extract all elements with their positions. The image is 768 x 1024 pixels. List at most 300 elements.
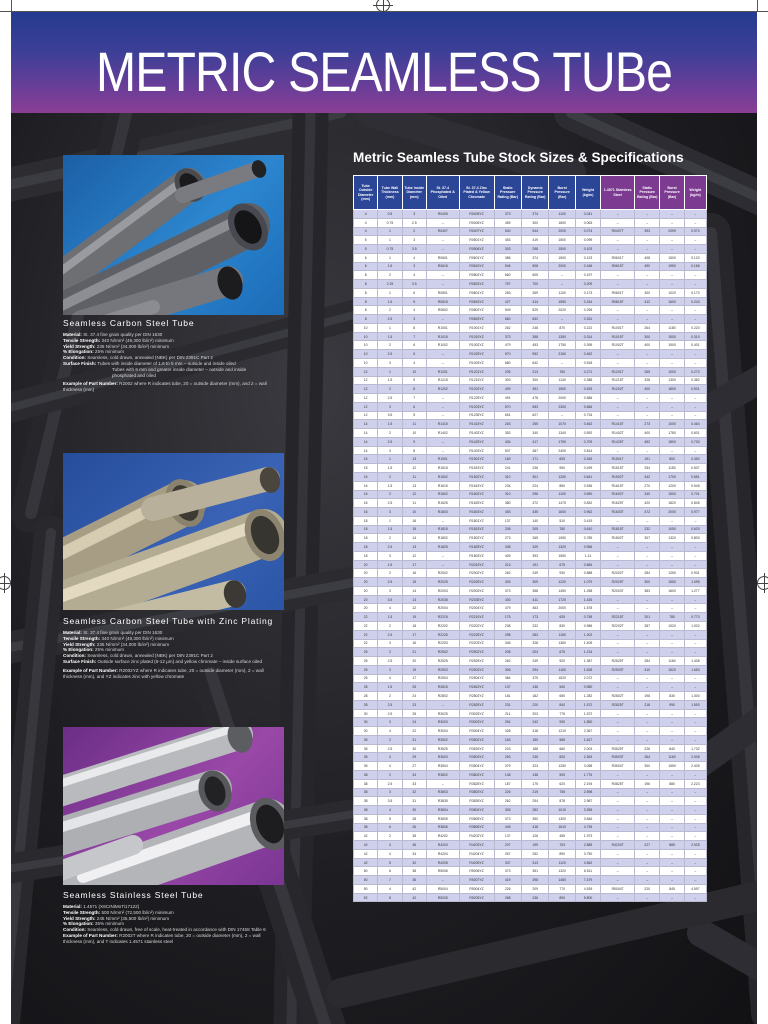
table-cell: 12 bbox=[402, 604, 426, 613]
table-cell: 7 bbox=[402, 394, 426, 403]
table-cell: – bbox=[426, 411, 459, 420]
table-cell: 31 bbox=[402, 735, 426, 744]
table-cell: R1202T bbox=[601, 385, 635, 394]
table-cell: 31 bbox=[402, 797, 426, 806]
table-cell: – bbox=[601, 771, 635, 780]
table-row bbox=[354, 446, 707, 455]
table-cell: R2015YZ bbox=[459, 560, 494, 569]
table-cell: R3003 bbox=[426, 718, 459, 727]
table-cell: 328 bbox=[635, 376, 660, 385]
table-cell: 1.5 bbox=[378, 297, 402, 306]
table-cell: 204 bbox=[521, 648, 548, 657]
table-cell: 2.194 bbox=[575, 779, 600, 788]
table-cell: 14 bbox=[354, 429, 378, 438]
table-cell: R1015YZ bbox=[459, 332, 494, 341]
table-cell: 374 bbox=[521, 253, 548, 262]
table-cell: – bbox=[684, 280, 706, 289]
table-cell: 226 bbox=[494, 884, 521, 893]
column-header: Weight (kg/m) bbox=[684, 176, 706, 210]
table-cell: 4.562 bbox=[575, 858, 600, 867]
table-row bbox=[354, 429, 707, 438]
table-cell: – bbox=[660, 604, 684, 613]
column-header: Burst Pressure (Bar) bbox=[549, 176, 575, 210]
table-cell: R4202 bbox=[426, 832, 459, 841]
table-cell: 2 bbox=[378, 621, 402, 630]
table-cell: 12 bbox=[354, 394, 378, 403]
table-cell: 3.750 bbox=[575, 849, 600, 858]
table-row bbox=[354, 613, 707, 622]
column-header: Static Pressure Rating (Bar) bbox=[494, 176, 521, 210]
table-cell: 16 bbox=[402, 639, 426, 648]
spec-line: Example of Part Number: R2002YZ where R indicates tube, 20 = outside diameter (mm), 2 = wall thickness (mm), and YZ indicates zinc with yellow chromate bbox=[63, 667, 264, 679]
table-cell: 209 bbox=[521, 884, 548, 893]
table-cell: R3803 bbox=[426, 788, 459, 797]
table-cell: – bbox=[601, 876, 635, 885]
table-cell: – bbox=[660, 727, 684, 736]
table-cell: – bbox=[684, 595, 706, 604]
table-cell: 660 bbox=[494, 271, 521, 280]
table-cell: 5 bbox=[402, 411, 426, 420]
table-cell: 1160 bbox=[660, 657, 684, 666]
table-cell: 8 bbox=[354, 297, 378, 306]
table-cell: 0.296 bbox=[575, 306, 600, 315]
table-row bbox=[354, 543, 707, 552]
table-row bbox=[354, 884, 707, 893]
table-cell: R0405YZ bbox=[459, 210, 494, 219]
table-cell: R2225 bbox=[426, 630, 459, 639]
table-cell: 6 bbox=[378, 823, 402, 832]
table-cell: – bbox=[660, 394, 684, 403]
table-cell: 3 bbox=[378, 551, 402, 560]
table-cell: 379 bbox=[521, 674, 548, 683]
table-cell: 3.5 bbox=[378, 595, 402, 604]
table-cell: – bbox=[426, 315, 459, 324]
table-cell: 36 bbox=[402, 876, 426, 885]
table-cell: – bbox=[601, 867, 635, 876]
table-cell: 13 bbox=[402, 455, 426, 464]
table-cell: 409 bbox=[494, 385, 521, 394]
table-cell: R5006YZ bbox=[459, 867, 494, 876]
table-cell: 38 bbox=[402, 832, 426, 841]
table-cell: R3805YZ bbox=[459, 814, 494, 823]
table-cell: R3835YZ bbox=[459, 797, 494, 806]
table-cell: 1160 bbox=[549, 665, 575, 674]
table-row bbox=[354, 893, 707, 902]
table-cell: 338 bbox=[494, 543, 521, 552]
table-cell: – bbox=[635, 394, 660, 403]
table-row bbox=[354, 841, 707, 850]
table-cell: R0615T bbox=[601, 262, 635, 271]
table-cell: R1515 bbox=[426, 464, 459, 473]
table-cell: 0.601 bbox=[684, 429, 706, 438]
table-cell: 10 bbox=[402, 508, 426, 517]
table-cell: 0.518 bbox=[575, 359, 600, 368]
table-cell: R3825YZ bbox=[459, 779, 494, 788]
table-cell: R1215T bbox=[601, 376, 635, 385]
table-cell: 0.666 bbox=[575, 402, 600, 411]
table-cell: R2525 bbox=[426, 657, 459, 666]
table-cell: 445 bbox=[494, 823, 521, 832]
table-row bbox=[354, 437, 707, 446]
table-cell: – bbox=[426, 779, 459, 788]
table-cell: R2002YZ bbox=[459, 569, 494, 578]
table-cell: R1803YZ bbox=[459, 551, 494, 560]
table-cell: – bbox=[660, 806, 684, 815]
table-cell: R3503 bbox=[426, 753, 459, 762]
table-cell: 2 bbox=[378, 490, 402, 499]
table-cell: 1.628 bbox=[575, 665, 600, 674]
table-cell: 313 bbox=[521, 858, 548, 867]
table-row bbox=[354, 516, 707, 525]
table-cell: 241 bbox=[494, 464, 521, 473]
table-cell: 20 bbox=[354, 569, 378, 578]
table-cell: 358 bbox=[521, 332, 548, 341]
table-cell: 1 bbox=[378, 367, 402, 376]
table-cell: 2000 bbox=[549, 262, 575, 271]
table-cell: 651 bbox=[494, 411, 521, 420]
table-cell: 42 bbox=[354, 849, 378, 858]
table-cell: – bbox=[660, 271, 684, 280]
table-cell: 1.973 bbox=[575, 832, 600, 841]
table-cell: 298 bbox=[521, 245, 548, 254]
table-cell: 540 bbox=[549, 683, 575, 692]
table-cell: 549 bbox=[494, 306, 521, 315]
table-cell: 1.5 bbox=[378, 613, 402, 622]
table-cell: 12 bbox=[402, 464, 426, 473]
table-cell: R3805 bbox=[426, 814, 459, 823]
table-cell: 400 bbox=[635, 341, 660, 350]
table-cell: 284 bbox=[635, 569, 660, 578]
table-row bbox=[354, 376, 707, 385]
table-cell: 0.832 bbox=[575, 499, 600, 508]
table-cell: R1825YZ bbox=[459, 543, 494, 552]
table-cell: – bbox=[684, 604, 706, 613]
table-cell: R1415 bbox=[426, 420, 459, 429]
table-cell: R4203 bbox=[426, 841, 459, 850]
table-cell: R3504 bbox=[426, 762, 459, 771]
table-cell: – bbox=[684, 639, 706, 648]
table-cell: 19 bbox=[402, 665, 426, 674]
table-row bbox=[354, 674, 707, 683]
table-row bbox=[354, 262, 707, 271]
table-cell: – bbox=[684, 727, 706, 736]
table-cell: 1.5 bbox=[378, 464, 402, 473]
table-cell: 703 bbox=[549, 841, 575, 850]
table-cell: R1602YZ bbox=[459, 490, 494, 499]
table-cell: 213 bbox=[494, 560, 521, 569]
table-cell: 300 bbox=[635, 288, 660, 297]
table-cell: 20 bbox=[354, 586, 378, 595]
product-title: Seamless Stainless Steel Tube bbox=[63, 890, 204, 900]
table-cell: 373 bbox=[494, 332, 521, 341]
table-cell: 270 bbox=[635, 481, 660, 490]
table-cell: – bbox=[635, 446, 660, 455]
table-cell: – bbox=[635, 402, 660, 411]
table-cell: – bbox=[635, 876, 660, 885]
table-cell: 2.987 bbox=[575, 797, 600, 806]
table-cell: R3004 bbox=[426, 727, 459, 736]
table-cell: 5 bbox=[354, 236, 378, 245]
table-row bbox=[354, 604, 707, 613]
table-cell: R1603YZ bbox=[459, 508, 494, 517]
table-cell: – bbox=[426, 271, 459, 280]
table-cell: R3504T bbox=[601, 762, 635, 771]
table-cell: – bbox=[660, 735, 684, 744]
table-cell: 770 bbox=[549, 884, 575, 893]
table-cell: 878 bbox=[549, 797, 575, 806]
table-cell: – bbox=[549, 411, 575, 420]
table-row bbox=[354, 271, 707, 280]
table-cell: 12 bbox=[354, 411, 378, 420]
table-cell: 1 bbox=[378, 323, 402, 332]
table-cell: 137 bbox=[494, 683, 521, 692]
table-cell: – bbox=[635, 858, 660, 867]
table-cell: R2025 bbox=[426, 578, 459, 587]
table-cell: 13 bbox=[402, 481, 426, 490]
table-cell: R2202 bbox=[426, 621, 459, 630]
table-cell: 148 bbox=[494, 771, 521, 780]
table-cell: 38 bbox=[354, 779, 378, 788]
table-cell: – bbox=[601, 814, 635, 823]
table-cell: – bbox=[601, 893, 635, 902]
table-cell: R3525YZ bbox=[459, 744, 494, 753]
table-cell: 755 bbox=[549, 788, 575, 797]
table-cell: R1625T bbox=[601, 499, 635, 508]
table-cell: R1802T bbox=[601, 534, 635, 543]
table-cell: – bbox=[684, 350, 706, 359]
table-cell: 13 bbox=[402, 543, 426, 552]
table-cell: – bbox=[635, 709, 660, 718]
table-cell: – bbox=[601, 446, 635, 455]
product-photo-zinc-plated bbox=[63, 453, 284, 610]
table-cell: 0.641 bbox=[575, 472, 600, 481]
table-cell: 6 bbox=[402, 288, 426, 297]
table-cell: 1.134 bbox=[575, 648, 600, 657]
table-cell: – bbox=[684, 630, 706, 639]
table-cell: 4.735 bbox=[575, 823, 600, 832]
table-cell: 10 bbox=[402, 367, 426, 376]
spec-line: Yield Strength: 235 N/mm² (34,000 lb/in²) minimum bbox=[63, 343, 170, 349]
table-cell: 1480 bbox=[549, 876, 575, 885]
table-cell: 0.166 bbox=[575, 262, 600, 271]
table-cell: 2.5 bbox=[378, 394, 402, 403]
table-cell: 238 bbox=[494, 621, 521, 630]
table-cell: 42 bbox=[354, 832, 378, 841]
table-cell: 780 bbox=[660, 613, 684, 622]
table-cell: 287 bbox=[635, 621, 660, 630]
table-cell: 300 bbox=[635, 762, 660, 771]
table-cell: R2503 bbox=[426, 665, 459, 674]
table-cell: R1515YZ bbox=[459, 464, 494, 473]
table-row bbox=[354, 657, 707, 666]
table-cell: – bbox=[684, 832, 706, 841]
table-cell: R4203YZ bbox=[459, 841, 494, 850]
table-cell: 188 bbox=[521, 744, 548, 753]
table-cell: 830 bbox=[660, 692, 684, 701]
table-row bbox=[354, 236, 707, 245]
table-cell: – bbox=[684, 446, 706, 455]
table-cell: R2215 bbox=[426, 613, 459, 622]
table-cell: 254 bbox=[494, 718, 521, 727]
table-cell: 3 bbox=[402, 210, 426, 219]
product-photo-carbon-steel bbox=[63, 155, 284, 315]
table-cell: 346 bbox=[494, 639, 521, 648]
table-cell: R5004T bbox=[601, 884, 635, 893]
table-cell: 2.5 bbox=[378, 657, 402, 666]
table-cell: 4 bbox=[378, 884, 402, 893]
table-cell: R0407YZ bbox=[459, 227, 494, 236]
table-cell: 0.734 bbox=[575, 411, 600, 420]
table-cell: – bbox=[684, 306, 706, 315]
table-cell: 0.592 bbox=[575, 429, 600, 438]
table-cell: – bbox=[635, 315, 660, 324]
table-cell: R1001T bbox=[601, 323, 635, 332]
table-cell: 0.173 bbox=[575, 288, 600, 297]
table-cell: R0815YZ bbox=[459, 297, 494, 306]
table-cell: 4 bbox=[378, 674, 402, 683]
table-cell: – bbox=[426, 394, 459, 403]
table-cell: 3 bbox=[402, 315, 426, 324]
column-header: Static Pressure Rating (Bar) bbox=[635, 176, 660, 210]
table-cell: R3025YZ bbox=[459, 709, 494, 718]
table-cell: 11 bbox=[402, 420, 426, 429]
table-cell: 284 bbox=[635, 657, 660, 666]
table-cell: 1.079 bbox=[575, 578, 600, 587]
table-row bbox=[354, 332, 707, 341]
table-cell: 505 bbox=[549, 771, 575, 780]
table-row bbox=[354, 245, 707, 254]
table-row bbox=[354, 402, 707, 411]
table-cell: 16 bbox=[354, 499, 378, 508]
table-cell: 1350 bbox=[549, 332, 575, 341]
column-header: St. 37.4 Zinc Plated & Yellow Chromate bbox=[459, 176, 494, 210]
table-cell: – bbox=[684, 849, 706, 858]
spec-line: Example of Part Number: R2002T where R indicates tube, 20 = outside diameter (mm), 2 = wall thickness (mm), and T indicates 1.4571 stainless steel bbox=[63, 932, 261, 944]
table-cell: 1500 bbox=[549, 236, 575, 245]
table-cell: 232 bbox=[521, 621, 548, 630]
table-cell: 0.75 bbox=[378, 218, 402, 227]
table-cell: 427 bbox=[494, 297, 521, 306]
table-cell: 1.282 bbox=[575, 692, 600, 701]
table-cell: 3 bbox=[378, 718, 402, 727]
table-cell: 1100 bbox=[549, 288, 575, 297]
table-cell: 373 bbox=[494, 210, 521, 219]
table-header-row bbox=[354, 176, 707, 210]
table-cell: R1415T bbox=[601, 420, 635, 429]
table-cell: 22 bbox=[354, 621, 378, 630]
table-row bbox=[354, 630, 707, 639]
table-cell: 930 bbox=[549, 569, 575, 578]
table-cell: R2503T bbox=[601, 665, 635, 674]
table-cell: 1500 bbox=[549, 253, 575, 262]
table-cell: 9 bbox=[402, 437, 426, 446]
table-cell: 36 bbox=[402, 841, 426, 850]
table-cell: R1015T bbox=[601, 332, 635, 341]
table-cell: R3804 bbox=[426, 806, 459, 815]
table-cell: 1750 bbox=[549, 341, 575, 350]
table-cell: 218 bbox=[635, 700, 660, 709]
table-cell: – bbox=[660, 359, 684, 368]
table-cell: R1201 bbox=[426, 367, 459, 376]
table-cell: 211 bbox=[494, 709, 521, 718]
table-cell: R1215YZ bbox=[459, 376, 494, 385]
table-cell: 0.462 bbox=[575, 350, 600, 359]
table-cell: R0801T bbox=[601, 288, 635, 297]
table-cell: 0.956 bbox=[575, 543, 600, 552]
table-cell: R1202YZ bbox=[459, 385, 494, 394]
column-header: Tube Wall Thickness (mm) bbox=[378, 176, 402, 210]
table-cell: 455 bbox=[549, 832, 575, 841]
table-cell: – bbox=[601, 823, 635, 832]
table-cell: – bbox=[635, 236, 660, 245]
table-cell: 340 bbox=[521, 429, 548, 438]
table-cell: R3835 bbox=[426, 797, 459, 806]
table-cell: – bbox=[601, 280, 635, 289]
table-cell: R0601 bbox=[426, 253, 459, 262]
table-cell: 14 bbox=[354, 446, 378, 455]
table-cell: – bbox=[684, 543, 706, 552]
table-cell: 18 bbox=[354, 543, 378, 552]
table-cell: 50 bbox=[354, 867, 378, 876]
title-banner bbox=[11, 12, 757, 113]
table-cell: R2815YZ bbox=[459, 683, 494, 692]
table-cell: 529 bbox=[521, 306, 548, 315]
table-cell: 8 bbox=[354, 306, 378, 315]
table-cell: 30 bbox=[402, 744, 426, 753]
table-cell: 136 bbox=[521, 683, 548, 692]
table-cell: R1402 bbox=[426, 429, 459, 438]
table-cell: – bbox=[660, 236, 684, 245]
table-cell: 373 bbox=[494, 867, 521, 876]
table-row bbox=[354, 288, 707, 297]
table-cell: 1250 bbox=[549, 762, 575, 771]
table-cell: 0.244 bbox=[575, 297, 600, 306]
table-cell: 1210 bbox=[549, 727, 575, 736]
table-cell: – bbox=[660, 218, 684, 227]
table-cell: 14 bbox=[354, 437, 378, 446]
table-cell: 300 bbox=[635, 332, 660, 341]
table-cell: 198 bbox=[635, 692, 660, 701]
table-cell: 19 bbox=[402, 613, 426, 622]
table-cell: 50 bbox=[354, 884, 378, 893]
table-cell: – bbox=[601, 551, 635, 560]
table-cell: 169 bbox=[494, 455, 521, 464]
table-cell: – bbox=[660, 315, 684, 324]
table-cell: 30 bbox=[354, 718, 378, 727]
table-cell: 140 bbox=[521, 516, 548, 525]
table-cell: R2025T bbox=[601, 578, 635, 587]
table-cell: R2504 bbox=[426, 674, 459, 683]
table-cell: 203 bbox=[494, 744, 521, 753]
table-cell: 220 bbox=[635, 884, 660, 893]
table-cell: – bbox=[684, 683, 706, 692]
table-cell: 4 bbox=[402, 359, 426, 368]
table-cell: 4 bbox=[402, 271, 426, 280]
table-cell: 248 bbox=[521, 323, 548, 332]
table-cell: – bbox=[635, 595, 660, 604]
table-cell: R2215YZ bbox=[459, 613, 494, 622]
table-cell: 254 bbox=[521, 797, 548, 806]
table-cell: 1.5 bbox=[378, 332, 402, 341]
table-cell: 2 bbox=[378, 341, 402, 350]
table-cell: – bbox=[601, 595, 635, 604]
table-cell: – bbox=[601, 411, 635, 420]
table-cell: – bbox=[601, 797, 635, 806]
table-cell: 4 bbox=[402, 306, 426, 315]
table-cell: R0405 bbox=[426, 210, 459, 219]
table-cell: 267 bbox=[494, 849, 521, 858]
table-cell: R0601T bbox=[601, 253, 635, 262]
